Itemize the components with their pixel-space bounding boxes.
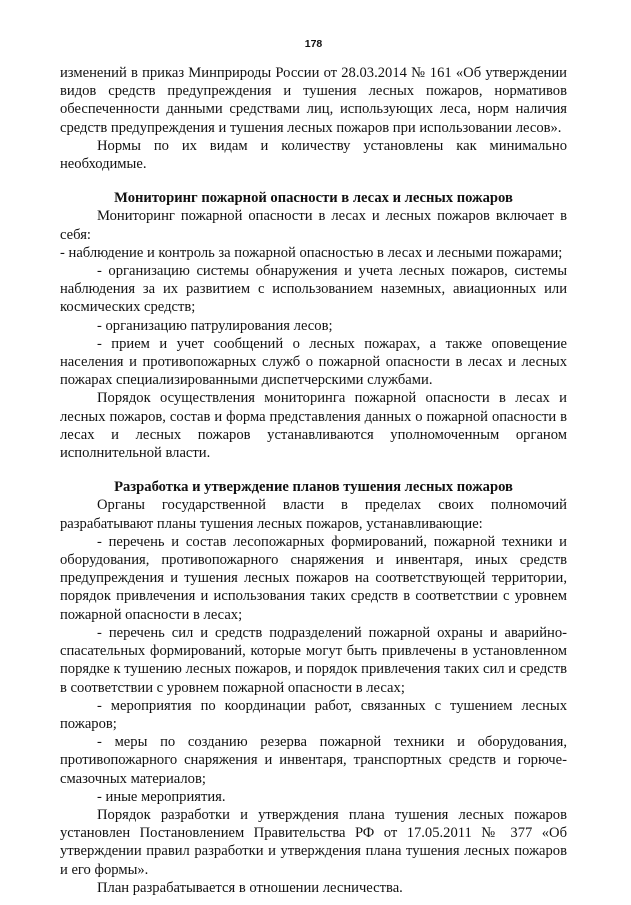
section-spacer [60,462,567,478]
plans-final-paragraph: План разрабатывается в отношении лесничества. [97,879,403,896]
plans-list-item: - иные мероприятия. [97,788,226,805]
monitoring-list-item: - наблюдение и контроль за пожарной опасностью в лесах и лесными пожарами; [60,244,563,261]
monitoring-list-item: - организацию патрулирования лесов; [97,317,333,334]
monitoring-closing-paragraph: Порядок осуществления мониторинга пожарной опасности в лесах и лесных пожаров, состав и форма представления данных о пожарной опасности в лесах и лесных пожаров устанавливаются уполномоченным органом исполнительной власти. [60,390,567,462]
monitoring-lead: Мониторинг пожарной опасности в лесах и лесных пожаров включает в себя: [60,208,567,243]
plans-lead: Органы государственной власти в пределах своих полномочий разрабатывают планы тушения лесных пожаров, устанавливающие: [60,497,567,532]
page-number: 178 [304,38,323,50]
plans-list-item: - перечень и состав лесопожарных формирований, пожарной техники и оборудования, противопожарного снаряжения и инвентаря, иных средств предупреждения и тушения лесных пожаров на соответствующей территории, порядок привлечения и использования таких средств в соответствии с уровнем пожарной опасности в лесах; [60,533,567,623]
monitoring-heading: Мониторинг пожарной опасности в лесах и лесных пожаров [114,190,513,207]
plans-list-item: - перечень сил и средств подразделений пожарной охраны и аварийно-спасательных формирований, которые могут быть привлечены в установленном порядке к тушению лесных пожаров, и порядок привлечения таких сил и средств в соответствии с уровнем пожарной опасности в лесах; [60,624,567,696]
document-page [60,38,567,897]
plans-heading: Разработка и утверждение планов тушения лесных пожаров [114,479,513,496]
plans-list-item: - мероприятия по координации работ, связанных с тушением лесных пожаров; [60,697,567,732]
norms-paragraph: Нормы по их видам и количеству установлены как минимально необходимые. [60,137,567,173]
section-spacer [60,173,567,189]
monitoring-list-item: - организацию системы обнаружения и учета лесных пожаров, системы наблюдения за их развитием с использованием наземных, авиационных или космических средств; [60,263,567,316]
monitoring-list-item: - прием и учет сообщений о лесных пожарах, а также оповещение населения и противопожарных служб о пожарной опасности в лесах и лесных пожарах специализированными диспетчерскими службами. [60,335,567,389]
plans-order-paragraph: Порядок разработки и утверждения плана тушения лесных пожаров установлен Постановлением Правительства РФ от 17.05.2011 № 377 «Об утверждении правил разработки и утверждения плана тушения лесных пожаров и его формы». [60,806,567,878]
plans-list-item: - меры по созданию резерва пожарной техники и оборудования, противопожарного снаряжения и инвентаря, транспортных средств и горюче-смазочных материалов; [60,734,567,787]
intro-paragraph: изменений в приказ Минприроды России от 28.03.2014 № 161 «Об утверждении видов средств предупреждения и тушения лесных пожаров, нормативов обеспеченности данными средствами лиц, использующих леса, норм наличия средств предупреждения и тушения лесных пожаров при использовании лесов». [60,65,567,136]
document-body [60,64,567,897]
